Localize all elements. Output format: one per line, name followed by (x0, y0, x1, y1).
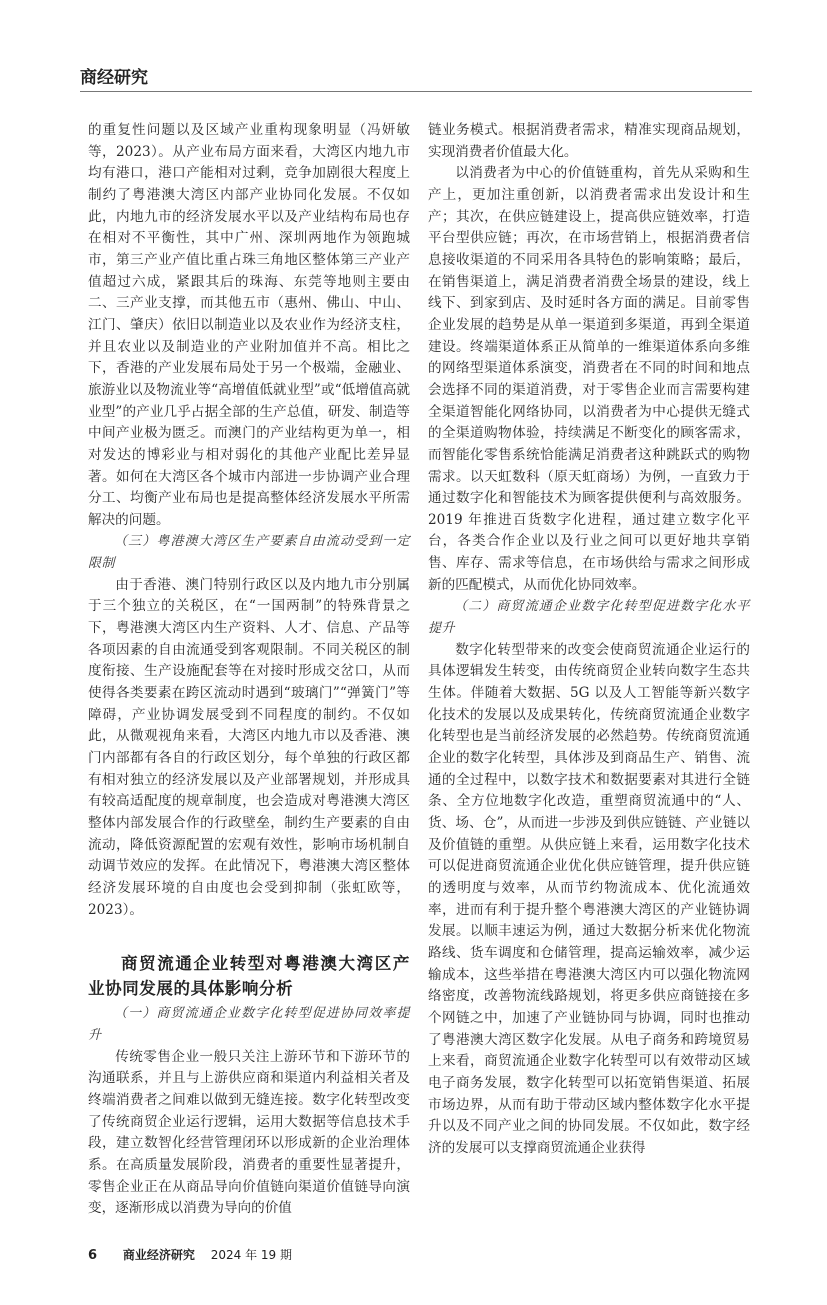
columns (80, 120, 752, 1220)
page-number: 6 (88, 1247, 98, 1263)
header-divider (80, 91, 752, 92)
issue-label: 2024 年 19 期 (210, 1247, 292, 1262)
paragraph: 链业务模式。根据消费者需求，精准实现商品规划，实现消费者价值最大化。 (428, 122, 750, 160)
right-column (428, 120, 750, 1160)
paragraph: 数字化转型带来的改变会使商贸流通企业运行的具体逻辑发生转变，由传统商贸企业转向数字生态共生体。伴随着大数据、5G 以及人工智能等新兴数字化技术的发展以及成果转化，传统商贸流通企业数字化转型也是当前经济发展的必然趋势。传统商贸流通企业的数字化转型，具体涉及到商品生产、销售、流通的全过程中，以数字技术和数据要素对其进行全链条、全方位地数字化改造，重塑商贸流通中的“人、货、场、仓”，从而进一步涉及到供应链链、产业链以及价值链的重塑。从供应链上来看，运用数字化技术可以促进商贸流通企业优化供应链管理，提升供应链的透明度与效率，从而节约物流成本、优化流通效率，进而有利于提升整个粤港澳大湾区的产业链协调发展。以顺丰速运为例，通过大数据分析来优化物流路线、货车调度和仓储管理，提高运输效率，减少运输成本，这些举措在粤港澳大湾区内可以强化物流网络密度，改善物流线路规划，将更多供应商链接在多个网链之中，加速了产业链协同与协调，同时也推动了粤港澳大湾区数字化发展。从电子商务和跨境贸易上来看，商贸流通企业数字化转型可以有效带动区域电子商务发展，数字化转型可以拓宽销售渠道、拓展市场边界，从而有助于带动区域内整体数字化水平提升以及不同产业之间的协同发展。不仅如此，数字经济的发展可以支撑商贸流通企业获得 (428, 641, 750, 1156)
subsection-heading: （三）粤港澳大湾区生产要素自由流动受到一定限制 (88, 534, 410, 572)
paragraph: 的重复性问题以及区域产业重构现象明显（冯妍敏等，2023）。从产业布局方面来看，大湾区内地九市均有港口，港口产能相对过剩，竞争加剧很大程度上制约了粤港澳大湾区内部产业协同化发展。不仅如此，内地九市的经济发展水平以及产业结构布局也存在相对不平衡性，其中广州、深圳两地作为领跑城市，第三产业产值比重占珠三角地区整体第三产业产值超过六成，紧跟其后的珠海、东莞等地则主要由二、三产业支撑，而其他五市（惠州、佛山、中山、江门、肇庆）依旧以制造业以及农业作为经济支柱，并且农业以及制造业的产业附加值并不高。相比之下，香港的产业发展布局处于另一个极端，金融业、旅游业以及物流业等“高增值低就业型”或“低增值高就业型”的产业几乎占据全部的生产总值，研发、制造等中间产业极为匮乏。而澳门的产业结构更为单一，相对发达的博彩业与相对弱化的其他产业配比差异显著。如何在大湾区各个城市内部进一步协调产业合理分工、均衡产业布局也是提高整体经济发展水平所需解决的问题。 (88, 122, 410, 528)
running-header: 商经研究 (80, 68, 148, 88)
subsection-heading: （二）商贸流通企业数字化转型促进数字化水平提升 (428, 599, 750, 637)
paragraph: 传统零售企业一般只关注上游环节和下游环节的沟通联系，并且与上游供应商和渠道内利益相关者及终端消费者之间难以做到无缝连接。数字化转型改变了传统商贸企业运行逻辑，运用大数据等信息技术手段，建立数智化经营管理闭环以形成新的企业治理体系。在高质量发展阶段，消费者的重要性显著提升，零售企业正在从商品导向价值链向渠道价值链导向演变，逐渐形成以消费为导向的价值 (88, 1048, 410, 1217)
page-footer (80, 1246, 752, 1265)
subsection-heading: （一）商贸流通企业数字化转型促进协同效率提升 (88, 1006, 410, 1043)
section-heading: 商贸流通企业转型对粤港澳大湾区产业协同发展的具体影响分析 (88, 954, 410, 999)
left-column (88, 120, 410, 1220)
journal-name: 商业经济研究 (122, 1247, 195, 1262)
paragraph: 由于香港、澳门特别行政区以及内地九市分别属于三个独立的关税区，在“一国两制”的特殊背景之下，粤港澳大湾区内生产资料、人才、信息、产品等各项因素的自由流通受到客观限制。不同关税区的制度衔接、生产设施配套等在对接时形成交岔口，从而使得各类要素在跨区流动时遇到“玻璃门”“弹簧门”等障碍，产业协调发展受到不同程度的制约。不仅如此，从微观视角来看，大湾区内地九市以及香港、澳门内部都有各自的行政区划分，每个单独的行政区都有相对独立的经济发展以及产业部署规划，并形成具有较高适配度的规章制度，也会造成对粤港澳大湾区整体内部发展合作的行政壁垒，制约生产要素的自由流动，降低资源配置的宏观有效性，影响市场机制自动调节效应的发挥。在此情况下，粤港澳大湾区整体经济发展环境的自由度也会受到抑制（张虹欧等，2023）。 (88, 576, 410, 918)
paragraph: 以消费者为中心的价值链重构，首先从采购和生产上，更加注重创新，以消费者需求出发设计和生产；其次，在供应链建设上，提高供应链效率，打造平台型供应链；再次，在市场营销上，根据消费者信息接收渠道的不同采用各具特色的影响策略；最后，在销售渠道上，满足消费者消费全场景的建设，线上线下、到家到店、及时延时各方面的满足。目前零售企业发展的趋势是从单一渠道到多渠道，再到全渠道建设。终端渠道体系正从简单的一维渠道体系向多维的网络型渠道体系演变，消费者在不同的时间和地点会选择不同的渠道消费，对于零售企业而言需要构建全渠道智能化网络协同，以消费者为中心提供无缝式的全渠道购物体验，持续满足不断变化的顾客需求，而智能化零售系统恰能满足消费者这种跳跃式的购物需求。以天虹数科（原天虹商场）为例，一直致力于通过数字化和智能技术为顾客提供便利与高效服务。2019 年推进百货数字化进程，通过建立数字化平台，各类合作企业以及行业之间可以更好地共享销售、库存、需求等信息，在市场供给与需求之间形成新的匹配模式，从而优化协同效率。 (428, 165, 750, 593)
